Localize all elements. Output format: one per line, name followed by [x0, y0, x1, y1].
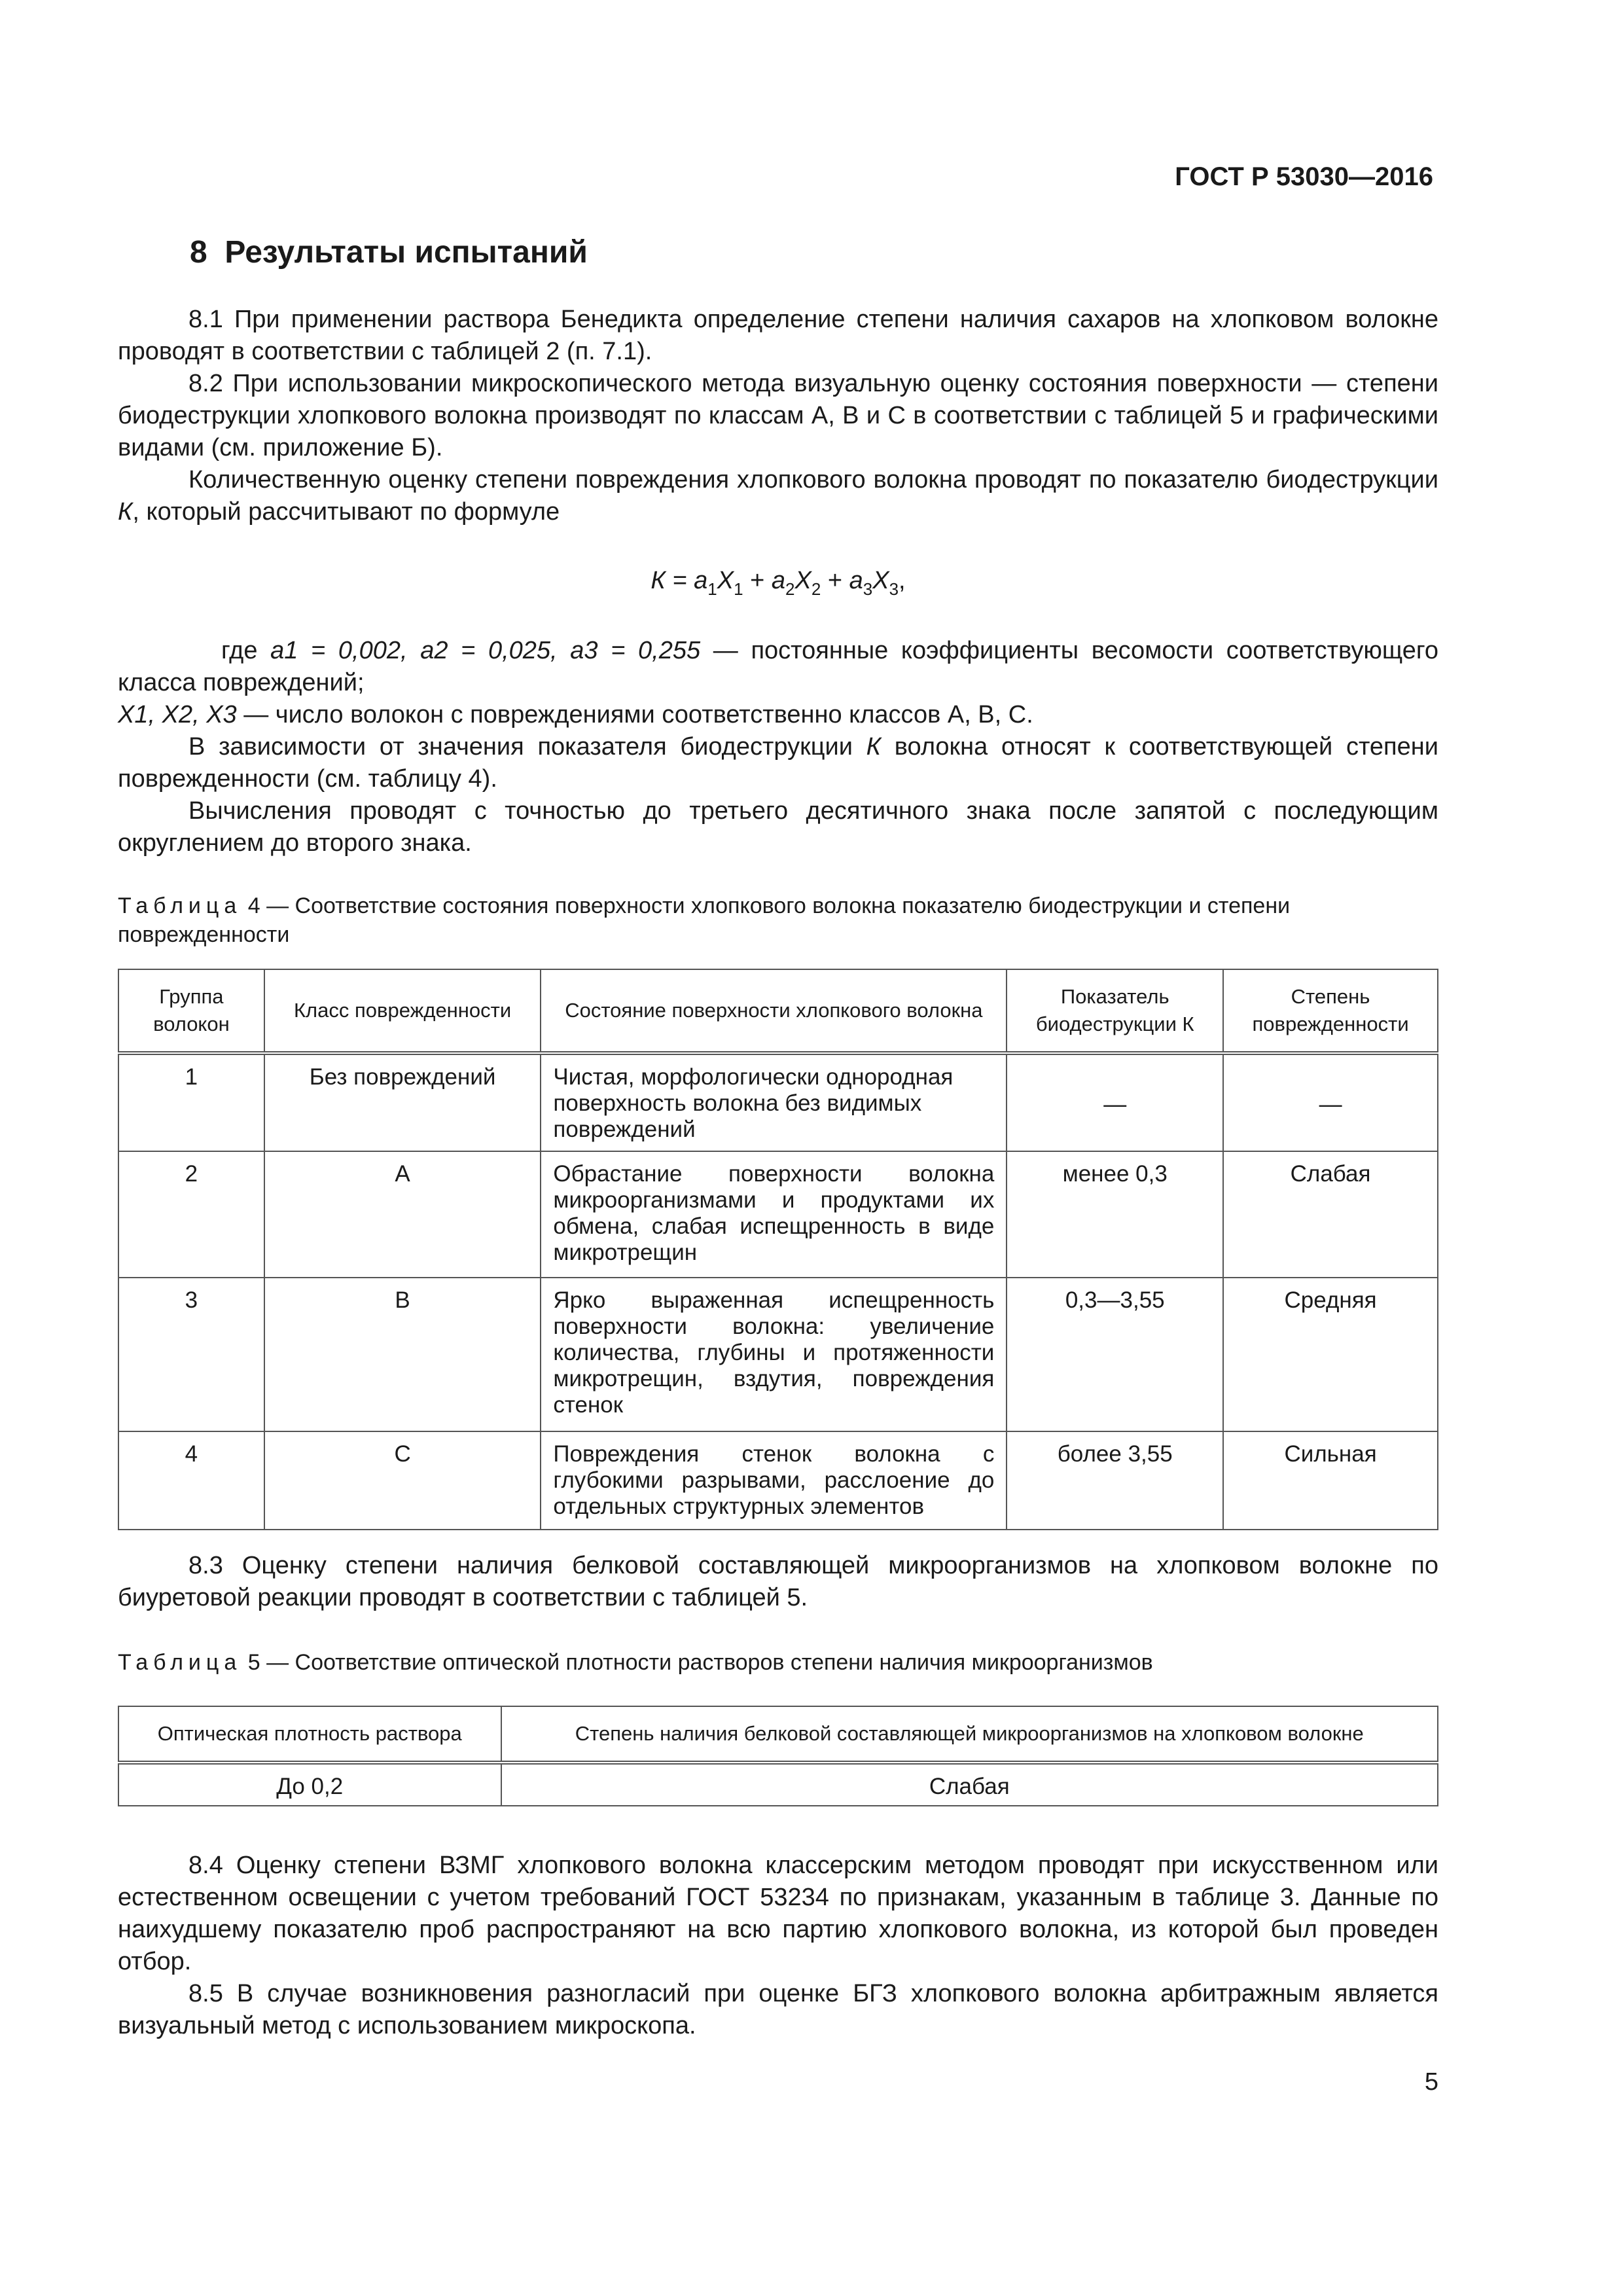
table-cell: Средняя	[1223, 1278, 1438, 1431]
formula-x1-sub: 1	[734, 579, 743, 599]
formula-x1: X	[717, 567, 734, 594]
paragraph-x-vars	[118, 699, 1438, 731]
text-run: Количественную оценку степени повреждения хлопкового волокна проводят по показателю биодеструкции	[188, 466, 1438, 493]
section-body-middle	[118, 635, 1438, 859]
text-run: В зависимости от значения показателя биодеструкции	[188, 733, 866, 761]
table-cell: А	[264, 1151, 541, 1278]
table4-caption-label: Таблица	[118, 893, 242, 918]
symbol-k: К	[866, 733, 882, 761]
table-cell: Чистая, морфологически однородная поверхность волокна без видимых повреждений	[541, 1053, 1007, 1151]
formula-a3: a	[849, 567, 863, 594]
text-run: — постоянные коэффициенты весомости соответствующего класса повреждений;	[118, 637, 1438, 696]
table-cell: В	[264, 1278, 541, 1431]
table4-header-row	[118, 969, 1438, 1053]
paragraph-8-4: 8.4 Оценку степени ВЗМГ хлопкового волокна классерским методом проводят при искусственном или естественном освещении с учетом требований ГОСТ 53234 по признакам, указанным в таблице 3. Данные по наихудшему показателю проб распространяют на всю партию хлопкового волокна, из которой был проведен отбор.	[118, 1852, 1438, 1975]
table-cell: —	[1007, 1053, 1223, 1151]
x-variables: X1, X2, X3	[118, 701, 237, 728]
paragraph-8-2: 8.2 При использовании микроскопического метода визуальную оценку состояния поверхности — степени биодеструкции хлопкового волокна производят по классам А, В и С в соответствии с таблицей 5 и графическими видами (см. приложение Б).	[118, 370, 1438, 461]
table5-header-row	[118, 1706, 1438, 1763]
section-heading	[190, 234, 588, 270]
table-row	[118, 1278, 1438, 1431]
table4-header-cell: Класс поврежденности	[264, 969, 541, 1053]
table-cell: 1	[118, 1053, 264, 1151]
table-5	[118, 1706, 1438, 1806]
section-body-bottom	[118, 1850, 1438, 2042]
section-body-top	[118, 304, 1438, 528]
formula-x3: X	[872, 567, 889, 594]
formula-a2: a	[771, 567, 785, 594]
table-cell: С	[264, 1431, 541, 1530]
paragraph-calc: Вычисления проводят с точностью до третьего десятичного знака после запятой с последующим округлением до второго знака.	[118, 797, 1438, 857]
formula-a1-sub: 1	[707, 579, 717, 599]
paragraph-depend	[118, 731, 1438, 795]
formula-x2-sub: 2	[811, 579, 821, 599]
formula-x3-sub: 3	[889, 579, 899, 599]
formula-x2: X	[794, 567, 812, 594]
table-cell: Слабая	[1223, 1151, 1438, 1278]
table-cell: Ярко выраженная испещренность поверхности волокна: увеличение количества, глубины и протяженности микротрещин, вздутия, повреждения стенок	[541, 1278, 1007, 1431]
table-cell: 4	[118, 1431, 264, 1530]
document-id: ГОСТ Р 53030—2016	[1175, 162, 1433, 191]
table-cell: 0,3—3,55	[1007, 1278, 1223, 1431]
table5-caption	[118, 1648, 1438, 1677]
formula-a3-sub: 3	[863, 579, 873, 599]
paragraph-8-3-block	[118, 1550, 1438, 1614]
symbol-k: К	[118, 498, 133, 526]
formula-plus: +	[743, 567, 772, 594]
table-cell: менее 0,3	[1007, 1151, 1223, 1278]
section-title: Результаты испытаний	[224, 235, 588, 270]
table-cell: До 0,2	[118, 1763, 501, 1806]
table-cell: —	[1223, 1053, 1438, 1151]
table-4	[118, 969, 1438, 1530]
table-row	[118, 1431, 1438, 1530]
table4-header-cell: Степень поврежденности	[1223, 969, 1438, 1053]
paragraph-8-1: 8.1 При применении раствора Бенедикта определение степени наличия сахаров на хлопковом волокне проводят в соответствии с таблицей 2 (п. 7.1).	[118, 306, 1438, 365]
formula-plus: +	[821, 567, 849, 594]
table-cell: Сильная	[1223, 1431, 1438, 1530]
formula-lhs: К =	[651, 567, 694, 594]
table5-header-cell: Оптическая плотность раствора	[118, 1706, 501, 1763]
text-run: — число волокон с повреждениями соответственно классов А, В, С.	[236, 701, 1033, 728]
formula-a1: a	[694, 567, 708, 594]
paragraph-8-5: 8.5 В случае возникновения разногласий при оценке БГЗ хлопкового волокна арбитражным является визуальный метод с использованием микроскопа.	[118, 1980, 1438, 2039]
paragraph-8-3: 8.3 Оценку степени наличия белковой составляющей микроорганизмов на хлопковом волокне по биуретовой реакции проводят в соответствии с таблицей 5.	[118, 1552, 1438, 1611]
text-run: волокна относят к соответствующей степени поврежденности (см. таблицу 4).	[118, 733, 1438, 793]
table-cell: 3	[118, 1278, 264, 1431]
section-number: 8	[190, 235, 207, 270]
table-row	[118, 1151, 1438, 1278]
table-cell: Обрастание поверхности волокна микроорганизмами и продуктами их обмена, слабая испещренность в виде микротрещин	[541, 1151, 1007, 1278]
table-cell: Повреждения стенок волокна с глубокими разрывами, расслоение до отдельных структурных элементов	[541, 1431, 1007, 1530]
formula	[118, 565, 1438, 597]
table-cell: 2	[118, 1151, 264, 1278]
table-cell: более 3,55	[1007, 1431, 1223, 1530]
table5-header-cell: Степень наличия белковой составляющей микроорганизмов на хлопковом волокне	[501, 1706, 1438, 1763]
table-row	[118, 1053, 1438, 1151]
formula-end: ,	[899, 567, 906, 594]
table-cell: Слабая	[501, 1763, 1438, 1806]
paragraph-where	[118, 635, 1438, 699]
table4-header-cell: Группа волокон	[118, 969, 264, 1053]
table4-caption	[118, 891, 1438, 949]
coefficient-values: a1 = 0,002, a2 = 0,025, a3 = 0,255	[270, 637, 701, 664]
text-run: , который рассчитывают по формуле	[132, 498, 560, 526]
formula-a2-sub: 2	[785, 579, 795, 599]
table4-header-cell: Состояние поверхности хлопкового волокна	[541, 969, 1007, 1053]
text-run: где	[221, 637, 271, 664]
table-cell: Без повреждений	[264, 1053, 541, 1151]
table-row	[118, 1763, 1438, 1806]
table4-header-cell: Показатель биодеструкции К	[1007, 969, 1223, 1053]
table4-caption-text: 4 — Соответствие состояния поверхности хлопкового волокна показателю биодеструкции и степени поврежденности	[118, 893, 1291, 947]
page-number: 5	[1424, 2068, 1438, 2096]
paragraph-quantitative	[118, 464, 1438, 528]
table5-caption-text: 5 — Соответствие оптической плотности растворов степени наличия микроорганизмов	[241, 1650, 1153, 1675]
table5-caption-label: Таблица	[118, 1650, 242, 1675]
